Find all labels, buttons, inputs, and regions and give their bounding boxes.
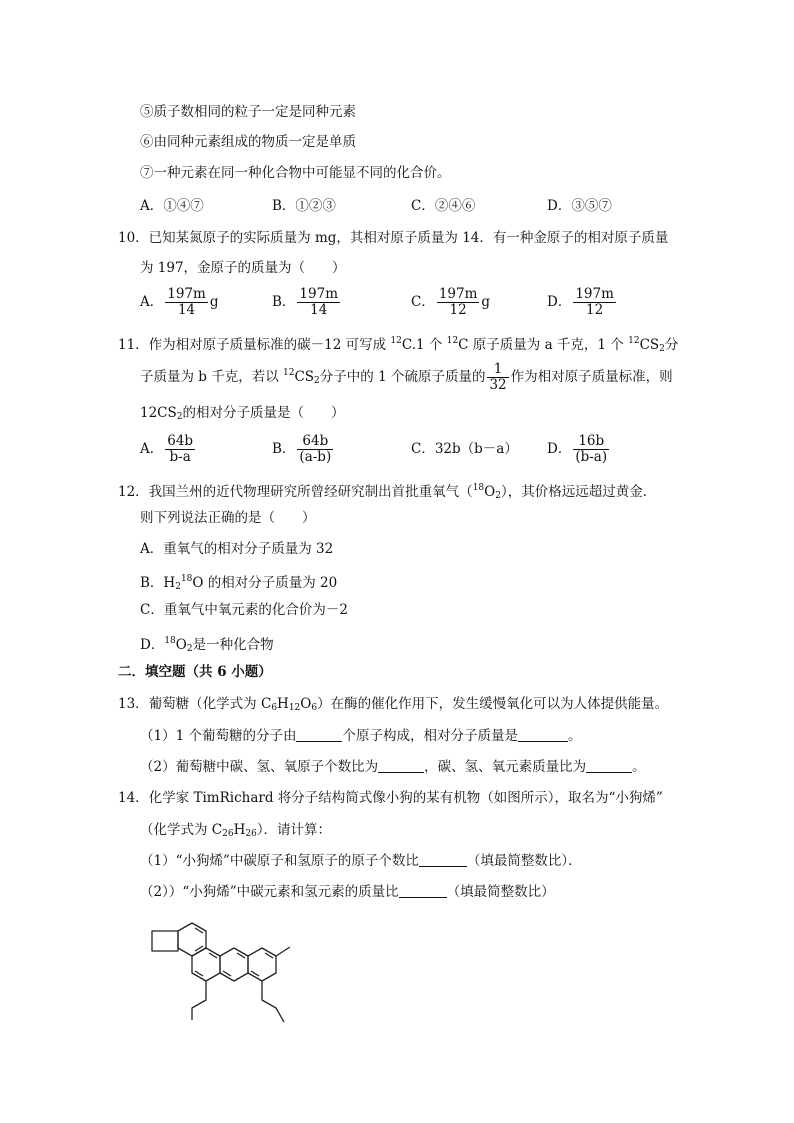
answer-blank[interactable] (399, 885, 447, 898)
q11-stem-line3: $12CS_2$的相对分子质量是（ ） (140, 405, 345, 422)
q10-option-d: D． $\frac{197m}{12}$ (547, 286, 614, 318)
benzene-ring-4 (248, 948, 276, 981)
ethyl-group-right (262, 981, 284, 1022)
puppy-olefin-structure-diagram (146, 918, 306, 1028)
answer-blank[interactable] (586, 760, 632, 773)
q13-stem: 13．葡萄糖（化学式为 $C_6H_{12}O_6$）在酶的催化作用下，发生缓慢氧化可以为人体提供能量。 (118, 696, 669, 713)
answer-blank[interactable] (518, 729, 568, 742)
q10-option-a: A． $\frac{197m}{14}$ g (140, 286, 219, 318)
q13-part-1: （1）1 个葡萄糖的分子由 个原子构成，相对分子质量是 。 (140, 728, 582, 744)
q11-option-c: C．32b（b－a） (411, 441, 518, 457)
cyclobutane-ring (152, 931, 178, 951)
q11-stem-line2: 子质量为 b 千克，若以 $^{12}CS_2$分子中的 1 个硫原子质量的 $\frac{1}{32}$ 作为相对原子质量标准，则 (140, 361, 673, 393)
q9-statement-6: ⑥由同种元素组成的物质一定是单质 (140, 134, 356, 150)
q12-stem-line2: 则下列说法正确的是（ ） (140, 510, 316, 526)
methyl-group (276, 947, 290, 956)
benzene-ring-3 (220, 948, 248, 981)
q14-stem-line2: （化学式为 $C_{26}H_{26}$）．请计算： (140, 822, 332, 839)
q11-option-a: A． $\frac{64b}{b-a}$ (140, 433, 194, 465)
q12-option-b: B．$H_2^{18}O$ 的相对分子质量为 20 (140, 574, 338, 592)
q9-option-c: C．②④⑥ (411, 198, 476, 214)
q9-statement-5: ⑤质子数相同的粒子一定是同种元素 (140, 104, 356, 120)
q14-part-1: （1）“小狗烯”中碳原子和氢原子的原子个数比 （填最简整数比）． (140, 853, 582, 869)
q12-option-d: D．$^{18}O_2$是一种化合物 (140, 636, 274, 654)
q10-option-c: C． $\frac{197m}{12}$ g (411, 286, 491, 318)
answer-blank[interactable] (378, 760, 424, 773)
q9-statement-7: ⑦一种元素在同一种化合物中可能显不同的化合价。 (140, 165, 451, 181)
answer-blank[interactable] (419, 854, 467, 867)
q13-part-2: （2）葡萄糖中碳、氢、氧原子个数比为 ，碳、氢、氧元素质量比为 。 (140, 759, 646, 775)
q11-option-b: B． $\frac{64b}{(a-b)}$ (272, 433, 332, 465)
q11-stem-line1: 11．作为相对原子质量标准的碳－12 可写成 $^{12}$C.1 个 $^{12}$C 原子质量为 a 千克，1 个 $^{12}CS_2$分 (118, 336, 679, 354)
q14-part-2: （2））“小狗烯”中碳元素和氢元素的质量比 （填最简整数比） (140, 884, 555, 900)
ethyl-group-left (192, 981, 206, 1020)
section-header-fill-in: 二．填空题（共 6 小题） (118, 664, 272, 680)
q12-stem-line1: 12．我国兰州的近代物理研究所曾经研究制出首批重氧气$(^{18}O_2)$，其价格远远超过黄金． (118, 483, 657, 501)
answer-blank[interactable] (296, 729, 342, 742)
q9-option-d: D．③⑤⑦ (547, 198, 612, 214)
benzene-ring-2 (192, 948, 220, 981)
q9-option-b: B．①②③ (272, 198, 336, 214)
q10-option-b: B． $\frac{197m}{14}$ (272, 286, 338, 318)
q9-option-a: A．①④⑦ (140, 198, 204, 214)
q10-stem-line2: 为 197，金原子的质量为（ ） (140, 260, 346, 276)
q11-option-d: D． $\frac{16b}{(b-a)}$ (547, 433, 608, 465)
q14-stem-line1: 14．化学家 TimRichard 将分子结构简式像小狗的某有机物（如图所示），取名为“小狗烯” (118, 790, 663, 806)
q12-option-c: C．重氧气中氧元素的化合价为－2 (140, 602, 348, 618)
q12-option-a: A．重氧气的相对分子质量为 32 (140, 541, 334, 557)
q10-stem-line1: 10．已知某氮原子的实际质量为 mg，其相对原子质量为 14．有一种金原子的相对原子质量 (118, 230, 669, 246)
